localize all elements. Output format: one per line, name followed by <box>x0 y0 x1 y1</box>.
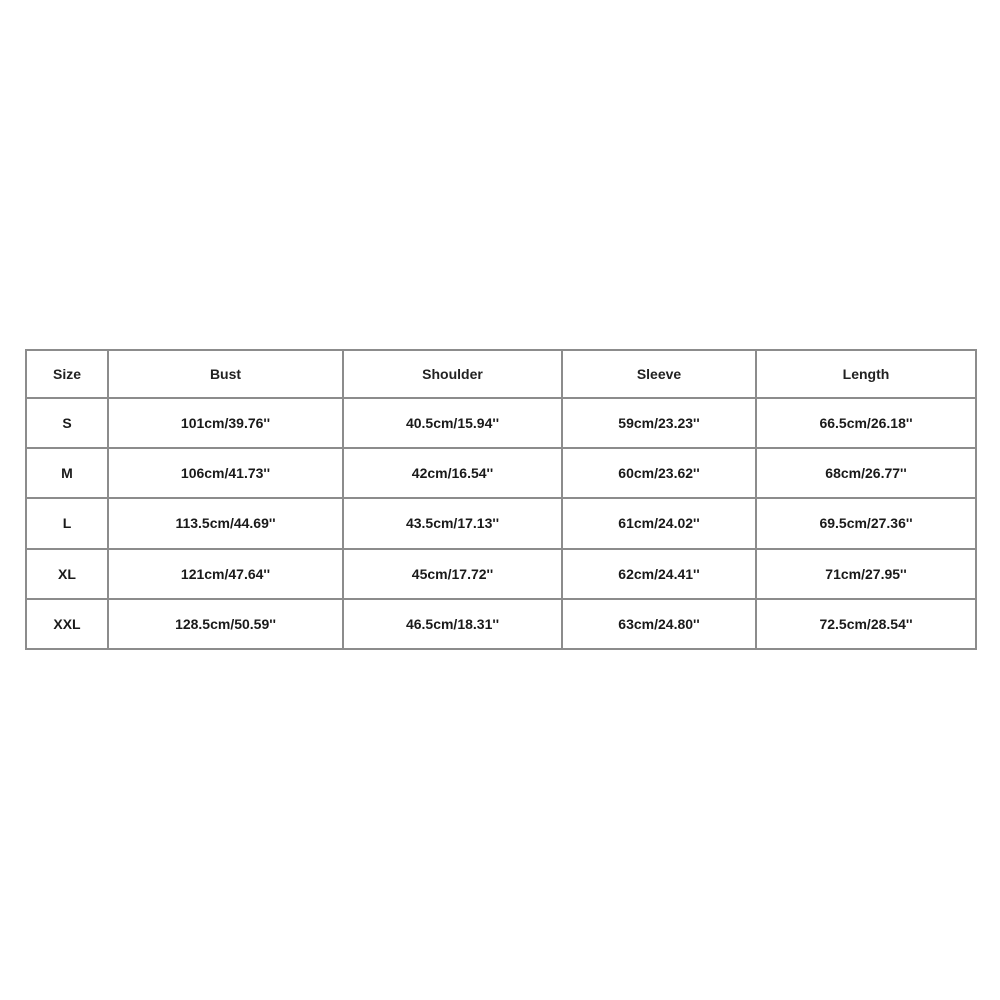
header-bust: Bust <box>108 350 343 398</box>
cell-bust: 101cm/39.76'' <box>108 398 343 448</box>
cell-size: XL <box>26 549 108 599</box>
table-row <box>26 549 976 599</box>
cell-length: 66.5cm/26.18'' <box>756 398 976 448</box>
cell-size: S <box>26 398 108 448</box>
cell-sleeve: 62cm/24.41'' <box>562 549 756 599</box>
table-row <box>26 448 976 498</box>
cell-length: 69.5cm/27.36'' <box>756 498 976 548</box>
cell-bust: 113.5cm/44.69'' <box>108 498 343 548</box>
cell-size: M <box>26 448 108 498</box>
cell-bust: 121cm/47.64'' <box>108 549 343 599</box>
cell-size: XXL <box>26 599 108 649</box>
header-sleeve: Sleeve <box>562 350 756 398</box>
cell-length: 68cm/26.77'' <box>756 448 976 498</box>
table-row <box>26 599 976 649</box>
cell-bust: 106cm/41.73'' <box>108 448 343 498</box>
header-size: Size <box>26 350 108 398</box>
cell-length: 71cm/27.95'' <box>756 549 976 599</box>
header-shoulder: Shoulder <box>343 350 562 398</box>
cell-sleeve: 61cm/24.02'' <box>562 498 756 548</box>
header-length: Length <box>756 350 976 398</box>
size-chart-table <box>25 349 977 650</box>
cell-shoulder: 40.5cm/15.94'' <box>343 398 562 448</box>
cell-bust: 128.5cm/50.59'' <box>108 599 343 649</box>
table-row <box>26 398 976 448</box>
cell-shoulder: 42cm/16.54'' <box>343 448 562 498</box>
table-row <box>26 498 976 548</box>
cell-sleeve: 63cm/24.80'' <box>562 599 756 649</box>
cell-sleeve: 60cm/23.62'' <box>562 448 756 498</box>
cell-shoulder: 46.5cm/18.31'' <box>343 599 562 649</box>
cell-length: 72.5cm/28.54'' <box>756 599 976 649</box>
cell-shoulder: 43.5cm/17.13'' <box>343 498 562 548</box>
cell-sleeve: 59cm/23.23'' <box>562 398 756 448</box>
cell-size: L <box>26 498 108 548</box>
cell-shoulder: 45cm/17.72'' <box>343 549 562 599</box>
table-header-row <box>26 350 976 398</box>
